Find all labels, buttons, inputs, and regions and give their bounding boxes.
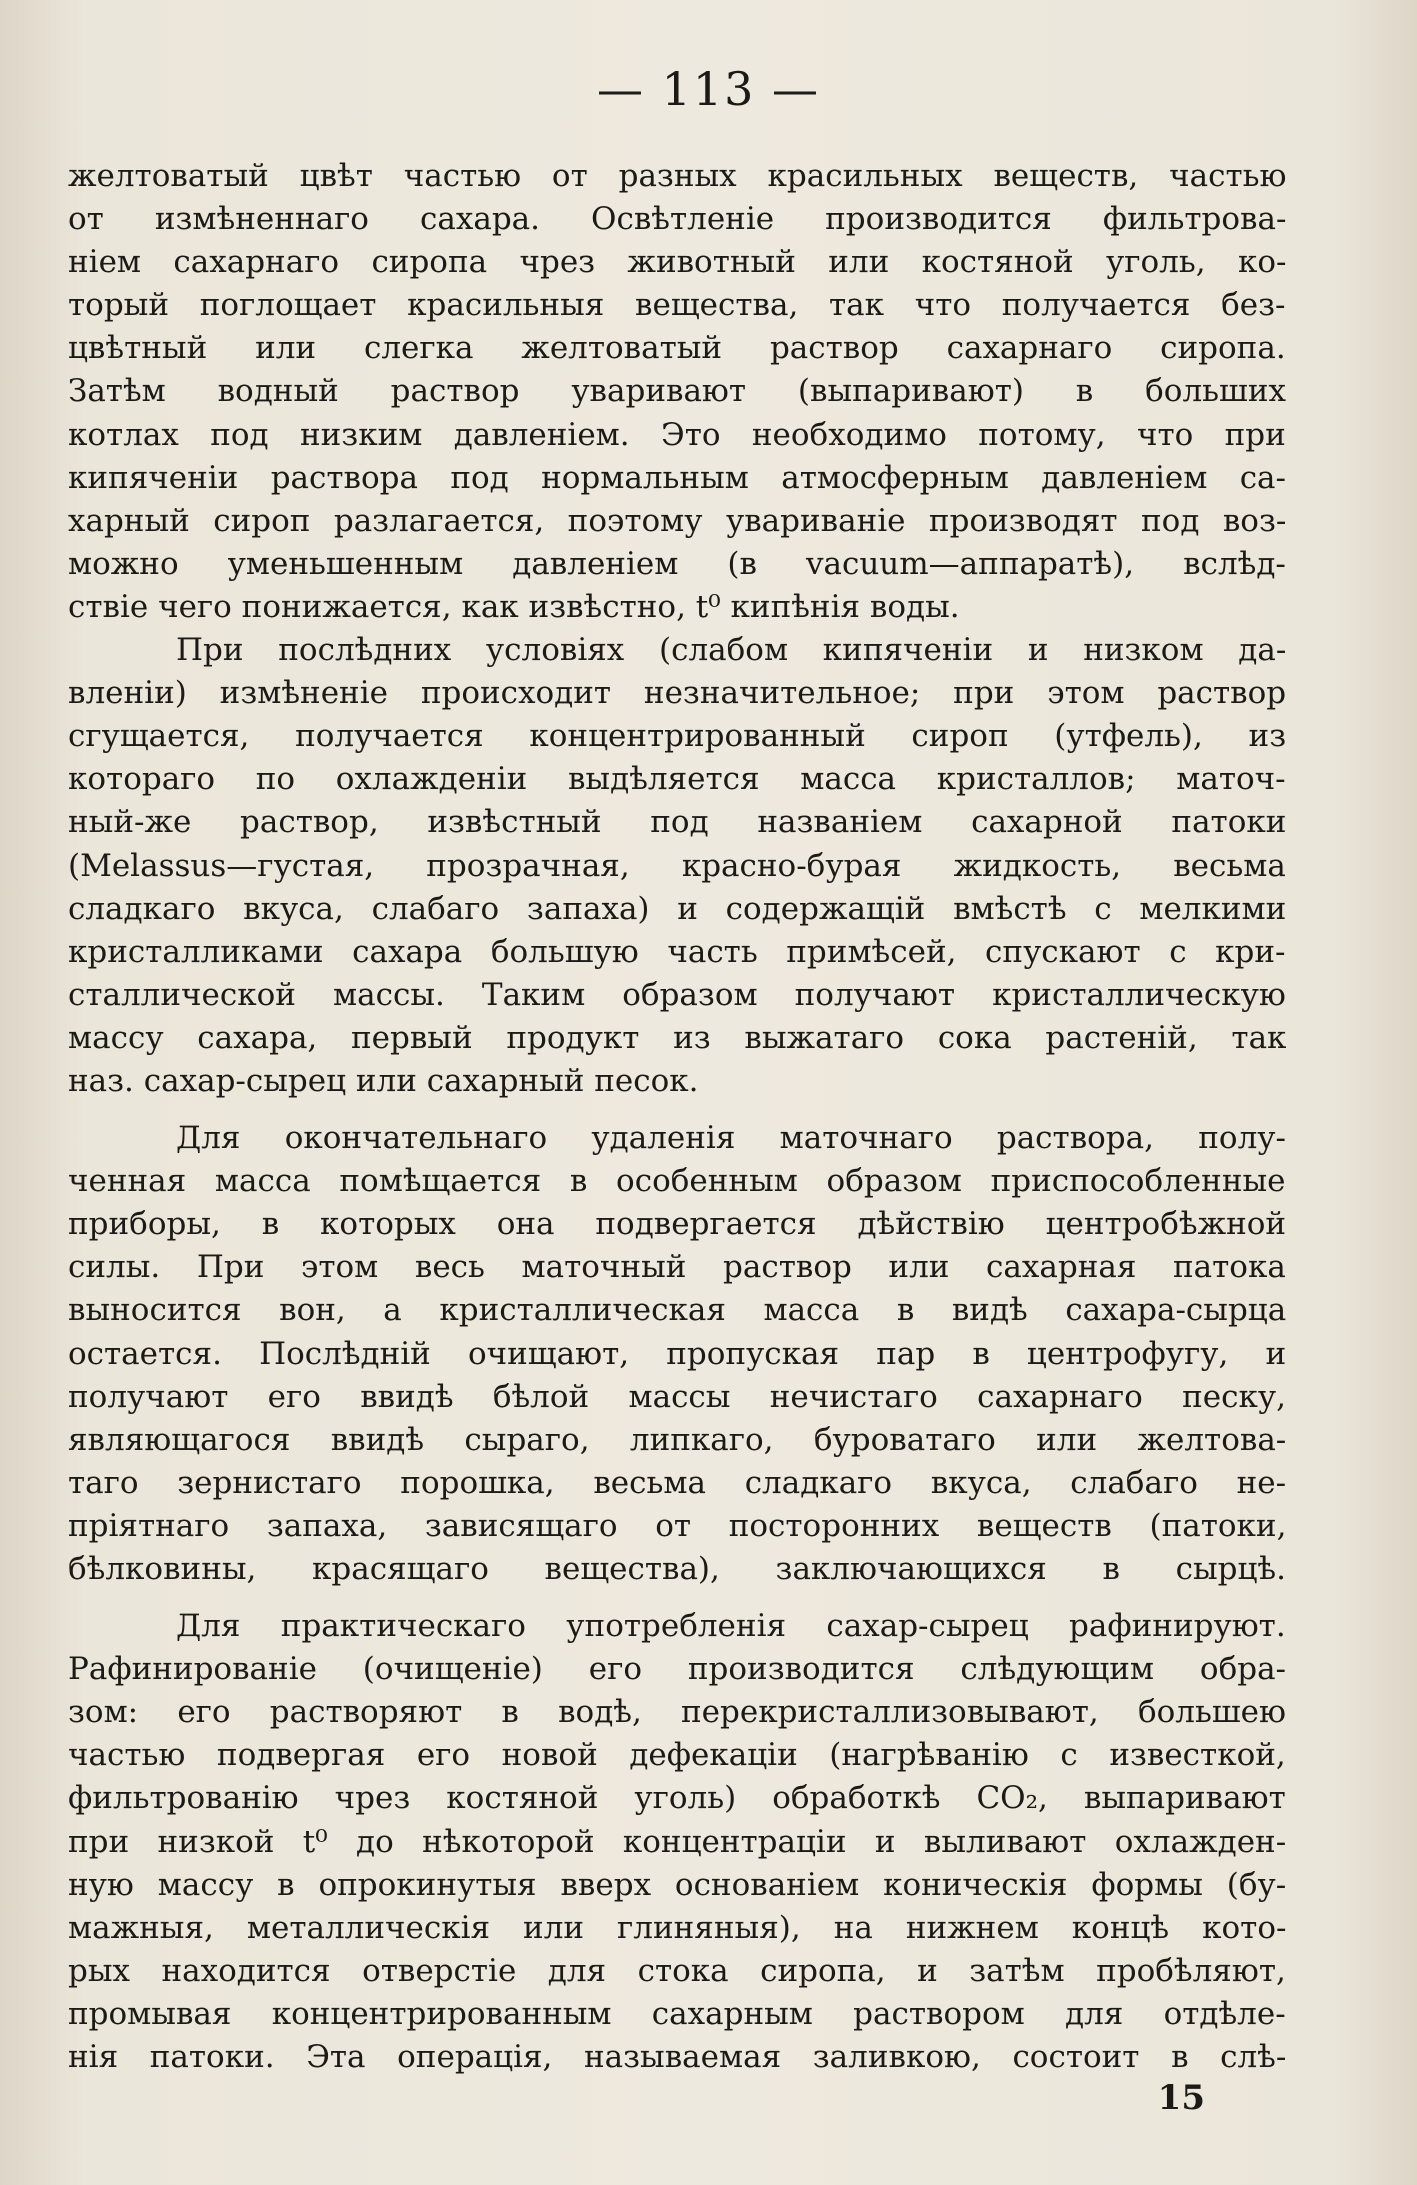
text-line: промывая концентрированным сахарным раствором для отдѣле- (68, 1995, 1286, 2032)
paragraph-1 (68, 155, 1286, 629)
text-line: сладкаго вкуса, слабаго запаха) и содержащій вмѣстѣ с мелкими (68, 890, 1287, 927)
text-line: цвѣтный или слегка желтоватый раствор сахарнаго сиропа. (68, 330, 1286, 367)
text-line: ченная масса помѣщается в особенным образом приспособленные (68, 1163, 1286, 1200)
text-line: массу сахара, первый продукт из выжатаго сока растеній, так (68, 1019, 1287, 1056)
printer-signature-mark: 15 (1157, 2078, 1205, 2118)
text-line: сгущается, получается концентрированный сироп (утфель), из (68, 718, 1287, 755)
text-line: частью подвергая его новой дефекаціи (нагрѣванію с известкой, (68, 1737, 1286, 1774)
paragraph-spacer (68, 1591, 1286, 1605)
text-line: котлах под низким давленіем. Это необходимо потому, что при (68, 416, 1286, 453)
text-line: Для окончательнаго удаленія маточнаго раствора, полу- (176, 1120, 1286, 1157)
text-line: от измѣненнаго сахара. Освѣтленіе производится фильтрова- (68, 201, 1287, 238)
text-line: ніем сахарнаго сиропа чрез животный или костяной уголь, ко- (68, 244, 1287, 281)
text-line: вленіи) измѣненіе происходит незначительное; при этом раствор (68, 675, 1287, 712)
text-line: силы. При этом весь маточный раствор или сахарная патока (68, 1249, 1286, 1286)
text-line: кристалликами сахара большую часть примѣсей, спускают с кри- (68, 933, 1286, 970)
text-line: получают его ввидѣ бѣлой массы нечистаго сахарнаго песку, (68, 1378, 1286, 1415)
text-line: мажныя, металлическія или глиняныя), на нижнем концѣ кото- (68, 1909, 1287, 1946)
body-text (68, 155, 1286, 2079)
paragraph-4 (68, 1605, 1286, 2079)
text-line: фильтрованію чрез костяной уголь) обработкѣ CO₂, выпаривают (68, 1780, 1286, 1817)
text-line: котораго по охлажденіи выдѣляется масса кристаллов; маточ- (68, 761, 1286, 798)
text-line: пріятнаго запаха, зависящаго от посторонних веществ (патоки, (68, 1507, 1287, 1544)
text-line: торый поглощает красильныя вещества, так что получается без- (68, 287, 1286, 324)
text-line: харный сироп разлагается, поэтому увариваніе производят под воз- (68, 502, 1287, 539)
text-line: Рафинированіе (очищеніе) его производится слѣдующим обра- (68, 1651, 1287, 1688)
paragraph-3 (68, 1117, 1286, 1591)
text-line: рых находится отверстіе для стока сиропа, и затѣм пробѣляют, (68, 1952, 1286, 1989)
text-line: бѣлковины, красящаго вещества), заключающихся в сырцѣ. (68, 1551, 1286, 1587)
text-line: можно уменьшенным давленіем (в vacuum—аппаратѣ), вслѣд- (68, 545, 1286, 582)
text-line: Затѣм водный раствор уваривают (выпаривают) в больших (68, 373, 1286, 410)
text-line: являющагося ввидѣ сыраго, липкаго, буроватаго или желтова- (68, 1421, 1287, 1458)
text-line: При послѣдних условіях (слабом кипяченіи и низком да- (176, 632, 1287, 669)
page-number: — 113 — (596, 62, 821, 116)
paragraph-2 (68, 629, 1286, 1103)
text-line: таго зернистаго порошка, весьма сладкаго вкуса, слабаго не- (68, 1464, 1287, 1501)
text-line: (Melassus—густая, прозрачная, красно-бурая жидкость, весьма (68, 847, 1286, 884)
paragraph-spacer (68, 1103, 1286, 1117)
text-line: Для практическаго употребленія сахар-сырец рафинируют. (176, 1608, 1286, 1645)
text-line: желтоватый цвѣт частью от разных красильных веществ, частью (68, 158, 1287, 194)
text-line: выносится вон, а кристаллическая масса в видѣ сахара-сырца (68, 1292, 1287, 1329)
text-line: ный-же раствор, извѣстный под названіем сахарной патоки (68, 804, 1287, 841)
text-line: сталлической массы. Таким образом получают кристаллическую (68, 976, 1286, 1013)
text-line: ную массу в опрокинутыя вверх основаніем коническія формы (бу- (68, 1866, 1287, 1903)
text-line: приборы, в которых она подвергается дѣйствію центробѣжной (68, 1206, 1287, 1243)
text-line: при низкой t⁰ до нѣкоторой концентраціи и выливают охлажден- (68, 1823, 1287, 1860)
text-line: ствіе чего понижается, как извѣстно, t⁰ кипѣнія воды. (68, 588, 960, 625)
text-line: нія патоки. Эта операція, называемая заливкою, состоит в слѣ- (68, 2039, 1287, 2076)
text-line: зом: его растворяют в водѣ, перекристаллизовывают, большею (68, 1694, 1286, 1731)
text-line: кипяченіи раствора под нормальным атмосферным давленіем са- (68, 459, 1287, 496)
text-line: наз. сахар-сырец или сахарный песок. (68, 1062, 699, 1099)
text-line: остается. Послѣдній очищают, пропуская пар в центрофугу, и (68, 1335, 1287, 1372)
